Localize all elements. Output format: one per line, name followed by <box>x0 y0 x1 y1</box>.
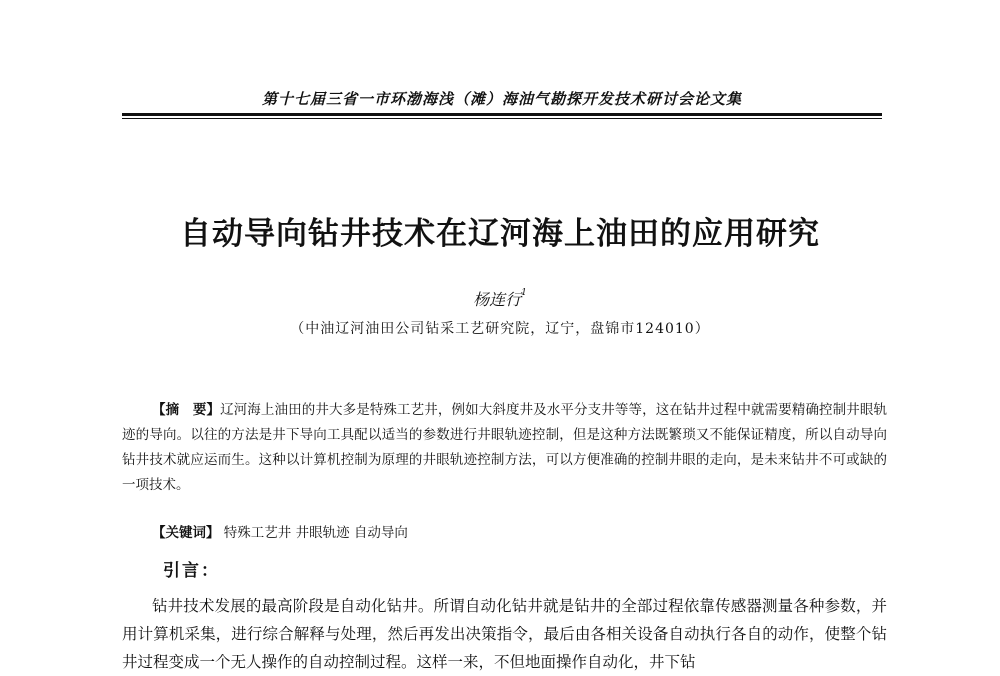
abstract <box>122 398 887 498</box>
author-line <box>0 287 1000 310</box>
running-header: 第十七届三省一市环渤海浅（滩）海油气勘探开发技术研讨会论文集 <box>261 90 742 108</box>
keywords-label: 【关键词】 <box>152 525 220 541</box>
keywords-text: 特殊工艺井 井眼轨迹 自动导向 <box>223 525 408 541</box>
affiliation: （中油辽河油田公司钻采工艺研究院，辽宁，盘锦市124010） <box>290 321 710 337</box>
paper-title: 自动导向钻井技术在辽河海上油田的应用研究 <box>180 216 820 252</box>
abstract-text: 辽河海上油田的井大多是特殊工艺井，例如大斜度井及水平分支井等等，这在钻井过程中就需要精确控制井眼轨迹的导向。以往的方法是井下导向工具配以适当的参数进行井眼轨迹控制，但是这种方法既繁琐又不能保证精度，所以自动导向钻井技术就应运而生。这种以计算机控制为原理的井眼轨迹控制方法，可以方便准确的控制井眼的走向，是未来钻井不可或缺的一项技术。 <box>122 402 888 493</box>
author-name: 杨连行 <box>473 290 522 309</box>
author-footnote-mark: 1 <box>521 287 527 298</box>
abstract-label: 【摘 要】 <box>152 402 221 418</box>
introduction-heading: 引言： <box>163 561 220 581</box>
header-rule-thick <box>122 113 882 116</box>
keywords <box>152 521 408 541</box>
introduction-paragraph: 钻井技术发展的最高阶段是自动化钻井。所谓自动化钻井就是钻井的全部过程依靠传感器测量各种参数，并用计算机采集，进行综合解释与处理，然后再发出决策指令，最后由各相关设备自动执行各自的动作，使整个钻井过程变成一个无人操作的自动控制过程。这样一来，不但地面操作自动化，井下钻 <box>122 597 887 671</box>
header-rule-thin <box>122 118 882 119</box>
